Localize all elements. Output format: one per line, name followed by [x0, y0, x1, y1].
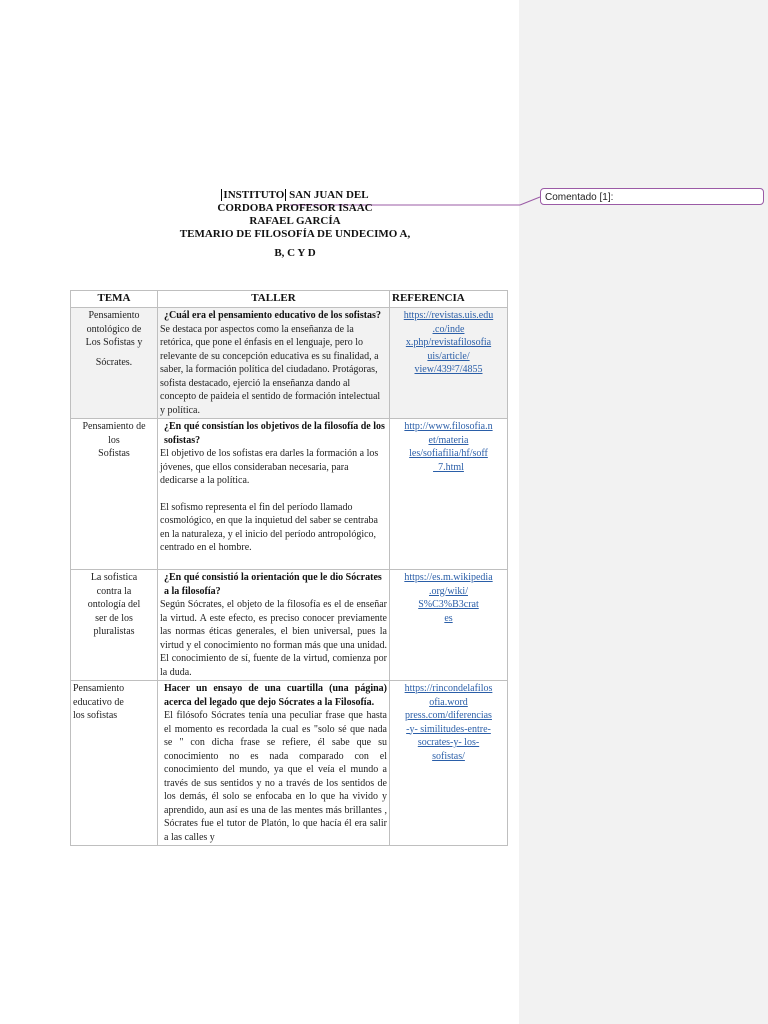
tema-cell: Pensamiento educativo de los sofistas [71, 681, 158, 846]
question-text: ¿Cuál era el pensamiento educativo de los sofistas? [164, 310, 381, 321]
table-row [71, 681, 508, 846]
answer-text: El filósofo Sócrates tenía una peculiar frase que hasta el momento es recordada la cual es "solo sé que nada se " con dicha frase se refiere, él sabe que su conocimiento no es nada comparado con el conocimiento del mundo, ya que el veía el mundo a través de sus sentidos y no a través de los sentidos de los demás, él solo se enfocaba en lo que ha vivido y aprendido, aun así es una de las mentes más brillantes , Sócrates fue el tutor de Platón, lo que hacía él era salir a las calles y [164, 710, 387, 843]
answer-text: El sofismo representa el fin del período llamado cosmológico, en que la inquietud del saber se centraba en la naturaleza, y el inicio del período antropológico, centrado en el hombre. [160, 501, 378, 553]
reference-link[interactable]: https://es.m.wikipedia .org/wiki/ S%C3%B3crat es [404, 572, 493, 624]
title-line-5: B, C Y D [274, 247, 316, 259]
question-text: ¿En qué consistió la orientación que le dio Sócrates a la filosofía? [164, 572, 382, 597]
question-text: ¿En qué consistían los objetivos de la filosofía de los sofistas? [164, 421, 385, 446]
title-line-2: CORDOBA PROFESOR ISAAC [217, 202, 373, 214]
reference-cell[interactable] [390, 570, 508, 681]
reference-link[interactable]: http://www.filosofia.n et/materia les/sofiafilia/hf/soff _7.html [404, 421, 493, 473]
taller-cell [158, 419, 390, 570]
title-line-1: INSTITUTO SAN JUAN DEL [223, 189, 369, 201]
tema-cell: Pensamiento ontológico de Los Sofistas y Sócrates. [71, 308, 158, 419]
reference-link[interactable]: https://revistas.uis.edu .co/inde x.php/revistafilosofia uis/article/ view/439²7/4855 [403, 310, 494, 375]
reference-cell[interactable] [390, 308, 508, 419]
comment-balloon[interactable]: Comentado [1]: [540, 188, 764, 205]
taller-cell [158, 308, 390, 419]
answer-text: El objetivo de los sofistas era darles la formación a los jóvenes, que ellos consideraban necesaria, para dedicarse a la política. [160, 448, 379, 486]
tema-cell: La sofistica contra la ontología del ser de los pluralistas [71, 570, 158, 681]
reference-link[interactable]: https://rincondelafilos ofia.word press.com/diferencias -y- similitudes-entre- socrates-y- los- sofistas/ [404, 683, 493, 762]
taller-cell [158, 681, 390, 846]
document-title [160, 189, 430, 260]
title-line-3: RAFAEL GARCÍA [249, 215, 341, 227]
table-row [71, 419, 508, 570]
answer-text: Se destaca por aspectos como la enseñanza de la retórica, que pone el énfasis en el lenguaje, pero lo relevante de su concepción educativa es su finalidad, a saber, la formación política del ciudadano. Protágoras, sofista destacado, ejerció la enseñanza dando al concepto de paideia el sentido de formación intelectual y política. [160, 323, 381, 416]
syllabus-table [70, 290, 508, 846]
table-header-row [71, 291, 508, 308]
answer-text: Según Sócrates, el objeto de la filosofía es el de enseñar la virtud. A este efecto, es preciso conocer previamente las normas éticas generales, el bien universal, pues la virtud y el conocimiento no forman más que una unidad. El conocimiento de sí, fuente de la virtud, comienza por la duda. [160, 599, 387, 678]
tema-cell: Pensamiento de los Sofistas [71, 419, 158, 570]
column-header-referencia: REFERENCIA [390, 291, 508, 308]
column-header-taller: TALLER [158, 291, 390, 308]
question-text: Hacer un ensayo de una cuartilla (una página) acerca del legado que dejo Sócrates a la Filosofía. [164, 683, 387, 708]
table-row [71, 570, 508, 681]
taller-cell [158, 570, 390, 681]
column-header-tema: TEMA [71, 291, 158, 308]
table-row [71, 308, 508, 419]
title-highlight[interactable]: INSTITUTO [223, 189, 285, 201]
reference-cell[interactable] [390, 681, 508, 846]
reference-cell[interactable] [390, 419, 508, 570]
title-line-4: TEMARIO DE FILOSOFÍA DE UNDECIMO A, [179, 228, 411, 240]
